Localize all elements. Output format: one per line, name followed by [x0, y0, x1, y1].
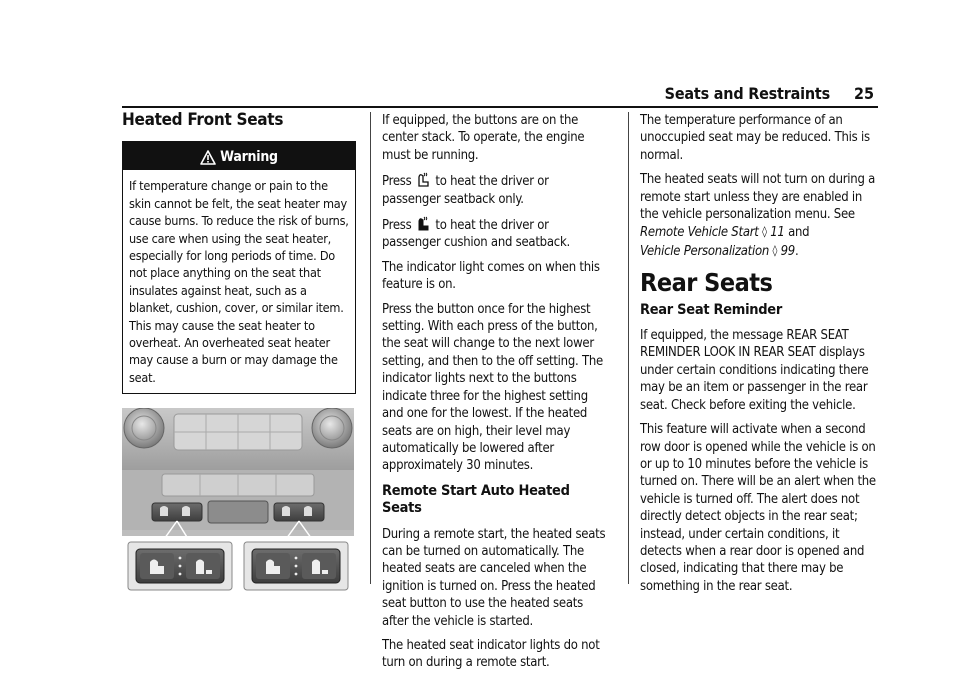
body-text: The heated seats will not turn on during a remote start unless they are enabled in the vehicle personalization menu. See	[640, 172, 876, 223]
xref-icon: ◊	[772, 243, 778, 257]
center-stack-image	[122, 408, 354, 594]
link-remote-vehicle-start[interactable]: Remote Vehicle Start	[640, 225, 759, 241]
warning-triangle-icon	[200, 150, 216, 165]
warning-header	[123, 142, 355, 170]
link-vehicle-personalization[interactable]: Vehicle Personalization	[640, 243, 770, 259]
xref-icon: ◊	[762, 225, 767, 239]
paragraph-seatback-button	[382, 171, 608, 208]
paragraph: The heated seat indicator lights do not turn on during a remote start.	[382, 637, 600, 671]
paragraph: This feature will activate when a second row door is opened while the vehicle is on or up to 10 minutes before the vehicle is turned on. There will be an alert when the vehicle is turned off. The alert does not directly detect objects in the rear seat; instead, under certain conditions, it detects when a rear door is opened and closed, indicating that there may be something in the rear seat.	[640, 422, 876, 594]
paragraph-cushion-button	[382, 215, 608, 252]
page-number: 25	[853, 84, 874, 103]
warning-label: Warning	[220, 149, 278, 166]
paragraph: If equipped, the message REAR SEAT REMINDER LOOK IN REAR SEAT displays under certain conditions indicating there may be an item or passenger in the rear seat. Check before exiting the vehicle.	[640, 328, 869, 413]
warning-text: If temperature change or pain to the skin cannot be felt, the seat heater may cause burns. To reduce the risk of burns, use care when using the seat heater, especially for long periods of time. Do not place anything on the seat that insulates against heat, such as a blanket, cushion, cover, or similar item. This may cause the seat heater to overheat. An overheated seat heater may cause a burn or may damage the seat.	[129, 178, 349, 385]
column-1	[122, 112, 358, 594]
heated-seatback-icon	[416, 171, 430, 187]
warning-box	[122, 141, 356, 394]
column-3	[640, 112, 878, 602]
paragraph: If equipped, the buttons are on the center stack. To operate, the engine must be running.	[382, 113, 585, 163]
press-text: Press	[382, 174, 412, 190]
paragraph: The indicator light comes on when this feature is on.	[382, 259, 600, 293]
column-2	[382, 112, 608, 679]
period: .	[795, 243, 799, 259]
heading-heated-front-seats: Heated Front Seats	[122, 110, 284, 130]
paragraph: The temperature performance of an unoccupied seat may be reduced. This is normal.	[640, 113, 870, 163]
column-divider-2	[628, 112, 629, 584]
heading-rear-seat-reminder: Rear Seat Reminder	[640, 301, 782, 318]
and-text: and	[788, 225, 810, 241]
paragraph: Press the button once for the highest setting. With each press of the button, the seat will change to the next lower setting, and then to the off setting. The indicator lights next to the buttons indicate three for the highest setting and one for the lowest. If the heated seats are on high, their level may automatically be lowered after approximately 30 minutes.	[382, 301, 603, 474]
heading-remote-start: Remote Start Auto Heated Seats	[382, 482, 570, 517]
page-header	[0, 84, 960, 104]
heading-rear-seats: Rear Seats	[640, 268, 773, 298]
header-rule	[122, 106, 878, 108]
heated-seat-controls-illustration	[122, 408, 354, 594]
column-divider-1	[370, 112, 371, 584]
heated-seat-icon	[416, 215, 430, 231]
page-ref-99[interactable]: 99	[780, 243, 795, 259]
paragraph: During a remote start, the heated seats can be turned on automatically. The heated seats are canceled when the ignition is turned on. Press the heated seat button to use the heated seats after the vehicle is started.	[382, 526, 606, 629]
cushion-text: to heat the driver or passenger cushion and seatback.	[382, 218, 570, 251]
seatback-text: to heat the driver or passenger seatback only.	[382, 174, 549, 207]
section-title: Seats and Restraints	[664, 84, 830, 103]
page-ref-11[interactable]: 11	[770, 225, 785, 241]
paragraph-personalization	[640, 171, 878, 260]
press-text: Press	[382, 218, 412, 234]
